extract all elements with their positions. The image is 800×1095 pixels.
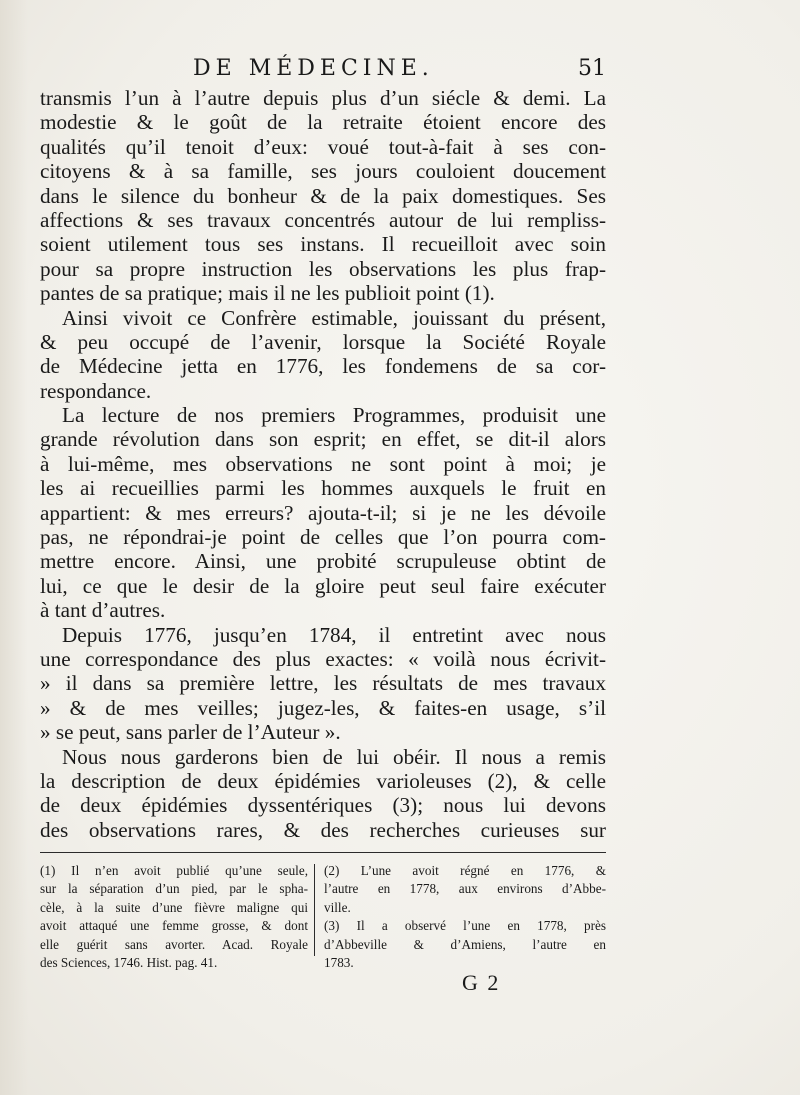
text-line: dans le silence du bonheur & de la paix domestiques. Ses — [40, 183, 606, 208]
text-line: Ainsi vivoit ce Confrère estimable, jouissant du présent, — [62, 305, 606, 330]
text-line: modestie & le goût de la retraite étoient encore des — [40, 110, 606, 135]
text-line: pour sa propre instruction les observations les plus frap- — [40, 256, 606, 281]
footnote-line: avoit attaqué une femme grosse, & dont — [40, 918, 308, 934]
text-line: » se peut, sans parler de l’Auteur ». — [40, 720, 341, 745]
text-line: La lecture de nos premiers Programmes, produisit une — [62, 403, 606, 428]
text-line: de deux épidémies dyssentériques (3); nous lui devons — [40, 793, 606, 818]
text-line: lui, ce que le desir de la gloire peut seul faire exécuter — [40, 573, 606, 598]
footnote-line: sur la séparation d’un pied, par le spha- — [40, 881, 308, 897]
text-line: & peu occupé de l’avenir, lorsque la Société Royale — [40, 329, 606, 354]
footnote-line: (2) L’une avoit régné en 1776, & — [324, 863, 606, 878]
running-head: DE MÉDECINE. — [193, 56, 434, 81]
text-line: à lui-même, mes observations ne sont point à moi; je — [40, 451, 606, 476]
text-line: » & de mes veilles; jugez-les, & faites-en usage, s’il — [40, 695, 606, 720]
text-line: une correspondance des plus exactes: « voilà nous écrivit- — [40, 646, 606, 671]
text-line: grande révolution dans son esprit; en effet, se dit-il alors — [40, 427, 606, 452]
footnote-line: elle guérit sans avorter. Acad. Royale — [40, 936, 308, 952]
text-line: des observations rares, & des recherches curieuses sur — [40, 817, 606, 842]
page-number: 51 — [578, 56, 606, 81]
signature-mark: G 2 — [462, 970, 501, 995]
text-line: Nous nous garderons bien de lui obéir. Il nous a remis — [62, 744, 606, 769]
footnote-column-left — [40, 862, 308, 972]
text-line: pantes de sa pratique; mais il ne les publioit point (1). — [40, 281, 495, 306]
footnote-column-divider — [314, 864, 315, 956]
text-line: soient utilement tous ses instans. Il recueilloit avec soin — [40, 232, 606, 257]
page-binding-shadow — [0, 0, 28, 1095]
text-line: la description de deux épidémies varioleuses (2), & celle — [40, 768, 606, 793]
text-line: » il dans sa première lettre, les résultats de mes travaux — [40, 671, 606, 696]
footnotes-area — [40, 862, 606, 970]
text-line: citoyens & à sa famille, ses jours couloient doucement — [40, 159, 606, 184]
text-line: à tant d’autres. — [40, 598, 166, 623]
footnote-line: (1) Il n’en avoit publié qu’une seule, — [40, 863, 308, 878]
footnote-line: ville. — [324, 899, 351, 915]
text-line: affections & ses travaux concentrés autour de lui rempliss- — [40, 207, 606, 232]
footnote-line: des Sciences, 1746. Hist. pag. 41. — [40, 954, 218, 970]
footnote-line: (3) Il a observé l’une en 1778, près — [324, 918, 606, 934]
text-line: qualités qu’il tenoit d’eux: voué tout-à-fait à ses con- — [40, 134, 606, 159]
text-line: transmis l’un à l’autre depuis plus d’un siécle & demi. La — [40, 86, 606, 110]
text-line: mettre encore. Ainsi, une probité scrupuleuse obtint de — [40, 549, 606, 574]
footnote-line: cèle, à la suite d’une fièvre maligne qui — [40, 899, 308, 915]
text-line: pas, ne répondrai-je point de celles que l’on pourra com- — [40, 525, 606, 550]
text-line: les ai recueillies parmi les hommes auxquels le fruit en — [40, 476, 606, 501]
main-text-block — [40, 86, 606, 842]
footnote-line: l’autre en 1778, aux environs d’Abbe- — [324, 881, 606, 897]
footnote-line: d’Abbeville & d’Amiens, l’autre en — [324, 936, 606, 952]
text-line: Depuis 1776, jusqu’en 1784, il entretint avec nous — [62, 622, 606, 647]
text-line: de Médecine jetta en 1776, les fondemens de sa cor- — [40, 354, 606, 379]
text-line: respondance. — [40, 378, 152, 403]
footnote-separator — [40, 852, 606, 853]
footnote-line: 1783. — [324, 954, 354, 970]
footnote-column-right — [324, 862, 606, 972]
text-line: appartient: & mes erreurs? ajouta-t-il; si je ne les dévoile — [40, 500, 606, 525]
page-header — [38, 56, 606, 90]
